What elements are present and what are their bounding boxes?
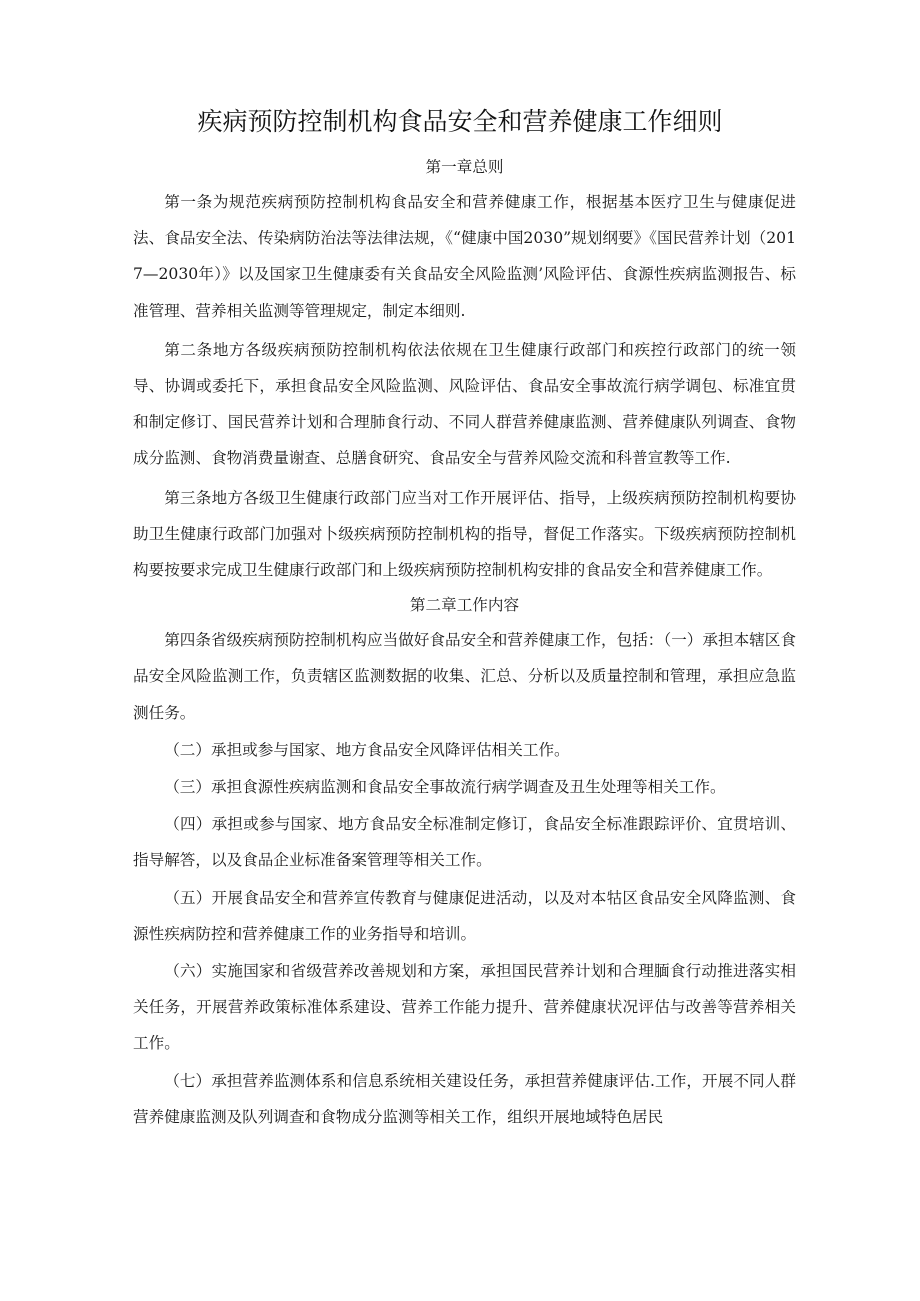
list-item: （三）承担食源性疾病监测和食品安全事故流行病学调查及丑生处理等相关工作。 <box>164 778 726 797</box>
article-paragraph: 第二条地方各级疾病预防控制机构依法依规在卫生健康行政部门和疾控行政部门的统一领导、协调或委托下，承担食品安全风险监测、风险评估、食品安全事故流行病学调包、标准宜贯和制定修订、国民营养计划和合理肺食行动、不同人群营养健康监测、营养健康队列调查、食物成分监测、食物消费量谢查、总膳食研究、食品安全与营养风险交流和科普宣教等工作. <box>133 340 796 468</box>
document-title: 疾病预防控制机构食品安全和营养健康工作细则 <box>197 107 723 136</box>
article-paragraph: 第三条地方各级卫生健康行政部门应当对工作开展评估、指导，上级疾病预防控制机构要协助卫生健康行政部门加强对卜级疾病预防控制机构的指导，督促工作落实。下级疾病预防控制机构要按要求完成卫生健康行政部门和上级疾病预防控制机构安排的食品安全和营养健康工作。 <box>133 488 796 580</box>
list-item: （四）承担或参与国家、地方食品安全标准制定修订，食品安全标准跟踪评价、宜贯培训、指导解答，以及食品企业标准备案管理等相关工作。 <box>133 815 796 870</box>
chapter-heading: 第二章工作内容 <box>409 596 520 615</box>
list-item: （六）实施国家和省级营养改善规划和方案，承担国民营养计划和合理腼食行动推进落实相关任务，开展营养政策标准体系建设、营养工作能力提升、营养健康状况评估与改善等营养相关工作。 <box>133 962 796 1053</box>
list-item: （七）承担营养监测体系和信息系统相关建设任务，承担营养健康评估.工作，开展不同人群营养健康监测及队列调查和食物成分监测等相关工作，组织开展地域特色居民 <box>133 1071 796 1126</box>
document-body <box>133 150 796 1135</box>
list-item: （二）承担或参与国家、地方食品安全风降评估相关工作。 <box>164 740 570 759</box>
chapter-heading: 第一章总则 <box>425 158 504 176</box>
article-paragraph: 第一条为规范疾病预防控制机构食品安全和营养健康工作，根据基本医疗卫生与健康促进法、食品安全法、传染病防治法等法律法规，《“健康中国2030”规划纲要》《国民营养计划（2017—2030年）》以及国家卫生健康委有关食品安全风险监测’风险评估、食源性疾病监测报告、标准管理、营养相关监测等管理规定，制定本细则. <box>133 193 796 320</box>
article-paragraph: 第四条省级疾病预防控制机构应当做好食品安全和营养健康工作，包括：（一）承担本辖区食品安全风险监测工作，负责辖区监测数据的收集、汇总、分析以及质量控制和管理，承担应急监测任务。 <box>133 631 796 722</box>
list-item: （五）开展食品安全和营养宣传教育与健康促进活动，以及对本牯区食品安全风降监测、食源性疾病防控和营养健康工作的业务指导和培训。 <box>133 888 796 943</box>
